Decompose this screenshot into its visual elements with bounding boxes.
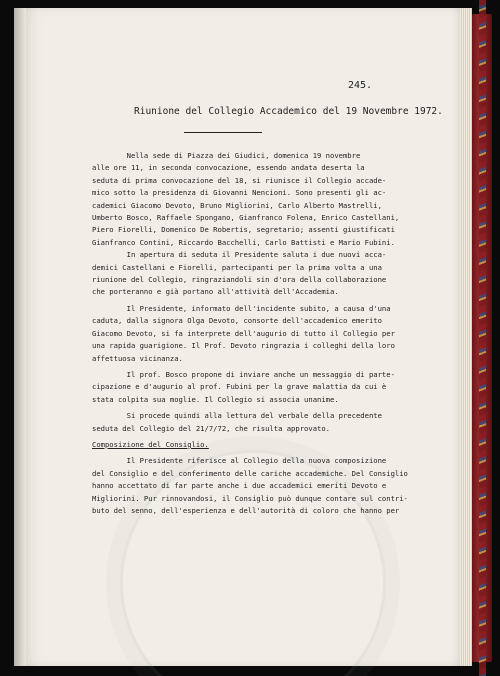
body-text <box>92 150 408 517</box>
text-line: seduta di prima convocazione del 18, si riunisce il Collegio accade- <box>92 175 387 185</box>
text-line: una rapida guarigione. Il Prof. Devoto ringrazia i colleghi della loro <box>92 341 395 351</box>
text-line: mico sotto la presidenza di Giovanni Nencioni. Sono presenti gli ac- <box>92 188 387 198</box>
text-line: seduta del Collegio del 21/7/72, che risulta approvato. <box>92 423 330 433</box>
text-line: cademici Giacomo Devoto, Bruno Migliorini, Carlo Alberto Mastrelli, <box>92 200 382 210</box>
text-line: cipazione e d'augurio al prof. Fubini per la grave malattia da cui è <box>92 382 387 392</box>
text-line: hanno accettato di far parte anche i due accademici emeriti Devoto e <box>92 481 387 491</box>
text-line: affettuosa vicinanza. <box>92 353 183 363</box>
section-heading: Composizione del Consiglio. <box>92 439 209 449</box>
page-edges <box>460 8 472 666</box>
text-line: del Consiglio e del conferimento delle cariche accademiche. Del Consiglio <box>92 468 408 478</box>
text-line: Umberto Bosco, Raffaele Spongano, Gianfranco Folena, Enrico Castellani, <box>92 213 400 223</box>
text-line: buto del senno, dell'esperienza e dell'autorità di coloro che hanno per <box>92 505 400 515</box>
page-gutter-shadow <box>14 8 26 666</box>
marbled-edge <box>479 0 486 676</box>
text-line: che porteranno e già portano all'attività dell'Accademia. <box>92 287 339 297</box>
text-line: In apertura di seduta il Presidente saluta i due nuovi acca- <box>92 250 387 260</box>
text-line: Si procede quindi alla lettura del verbale della precedente <box>92 411 382 421</box>
text-line: Gianfranco Contini, Riccardo Bacchelli, Carlo Battisti e Mario Fubini. <box>92 237 395 247</box>
text-line: alle ore 11, in seconda convocazione, essendo andata deserta la <box>92 163 365 173</box>
text-line: Migliorini. Pur rinnovandosi, il Consiglio può dunque contare sul contri- <box>92 493 408 503</box>
page-title: Riunione del Collegio Accademico del 19 Novembre 1972. <box>134 106 443 117</box>
text-line: demici Castellani e Fiorelli, partecipanti per la prima volta a una <box>92 262 382 272</box>
text-line: riunione del Collegio, ringraziandoli sin d'ora della collaborazione <box>92 275 387 285</box>
text-line: Piero Fiorelli, Domenico De Robertis, segretario; assenti giustificati <box>92 225 395 235</box>
text-line: caduta, dalla signora Olga Devoto, consorte dell'accademico emerito <box>92 316 382 326</box>
text-line: Il prof. Bosco propone di inviare anche un messaggio di parte- <box>92 369 395 379</box>
page-number: 245. <box>348 80 373 91</box>
text-line: Il Presidente riferisce al Collegio della nuova composizione <box>92 456 387 466</box>
title-rule <box>184 132 262 133</box>
text-line: Il Presidente, informato dell'incidente subito, a causa d'una <box>92 303 391 313</box>
text-line: Nella sede di Piazza dei Giudici, domenica 19 novembre <box>92 151 361 160</box>
text-line: stata colpita sua moglie. Il Collegio si associa unanime. <box>92 394 339 404</box>
text-line: Giacomo Devoto, si fa interprete dell'augurio di tutto il Collegio per <box>92 328 395 338</box>
